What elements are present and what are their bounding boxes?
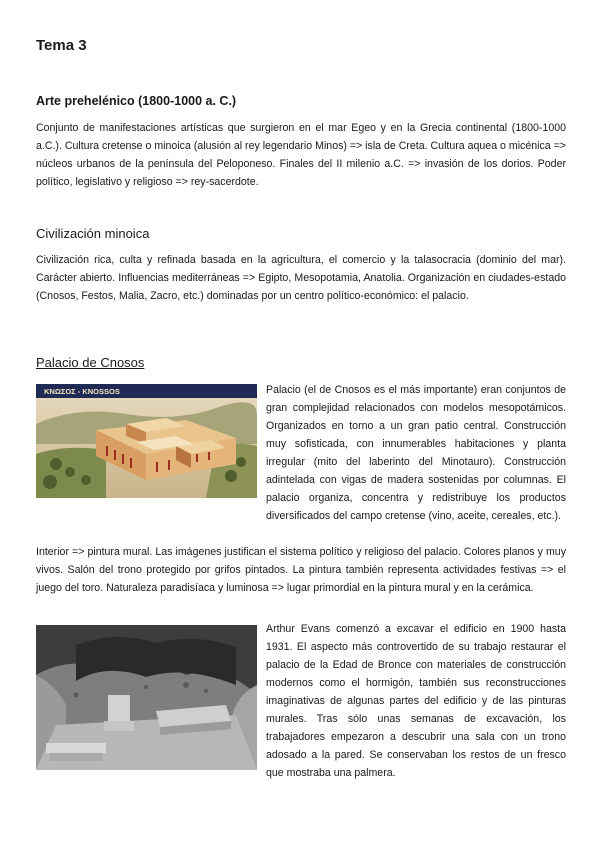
heading-palacio-cnosos: Palacio de Cnosos [36,355,145,370]
paragraph-arte-prehelenico: Conjunto de manifestaciones artísticas que surgieron en el mar Egeo y en la Grecia continental (1800-1000 a.C.). Cultura cretense o minoica (alusión al rey legendario Minos) => isla de Creta. Cultura aquea o micénica => núcleos urbanos de la península del Peloponeso. Finales del II milenio a.C. => invasión de los dorios. Poder político, legislativo y religioso => rey-sacerdote. [36,122,566,188]
paragraph-civilizacion-minoica: Civilización rica, culta y refinada basada en la agricultura, el comercio y la talasocracia (dominio del mar). Carácter abierto. Influencias mediterráneas => Egipto, Mesopotamia, Anatolia. Organización en ciudades-estado (Cnosos, Festos, Malia, Zacro, etc.) dominadas por un centro político-económico: el palacio. [36,254,566,302]
heading-arte-prehelenico: Arte prehelénico (1800-1000 a. C.) [36,94,237,108]
knossos-palace-illustration [36,384,257,498]
excavation-photo [36,625,257,770]
paragraph-palacio-descripcion: Palacio (el de Cnosos es el más importante) eran conjuntos de gran complejidad relacionados con modelos mesopotámicos. Organizados en torno a un gran patio central. Construcción muy sofisticada, con innumerables habitaciones y planta irregular (mito del laberinto del Minotauro). Construcción adintelada con vigas de madera sostenidas por columnas. El palacio organiza, concentra y redistribuye los productos diversificados del campo cretense (vino, aceite, cereales, etc.). [266,384,566,522]
paragraph-pintura-mural: Interior => pintura mural. Las imágenes justifican el sistema político y religioso del palacio. Colores planos y muy vivos. Salón del trono protegido por grifos pintados. La pintura también representa actividades festivas => el juego del toro. Naturaleza paradisíaca y luminosa => lugar primordial en la pintura mural y en la cerámica. [36,546,566,594]
heading-civilizacion-minoica: Civilización minoica [36,226,150,241]
illustration-caption: ΚΝΩΣΟΣ - KNOSSOS [44,387,120,396]
paragraph-arthur-evans: Arthur Evans comenzó a excavar el edificio en 1900 hasta 1931. El aspecto más controvertido de su trabajo restaurar el palacio de la Edad de Bronce con materiales de construcción modernos como el hormigón, también sus reconstrucciones imaginativas de algunas partes del edificio y de las pinturas murales. Tras sólo unas semanas de excavación, los trabajadores empezaron a descubrir una sala con un trono adosado a la pared. Se conservaban los restos de un fresco que mostraba una palmera. [266,623,566,779]
page-title: Tema 3 [36,37,87,54]
